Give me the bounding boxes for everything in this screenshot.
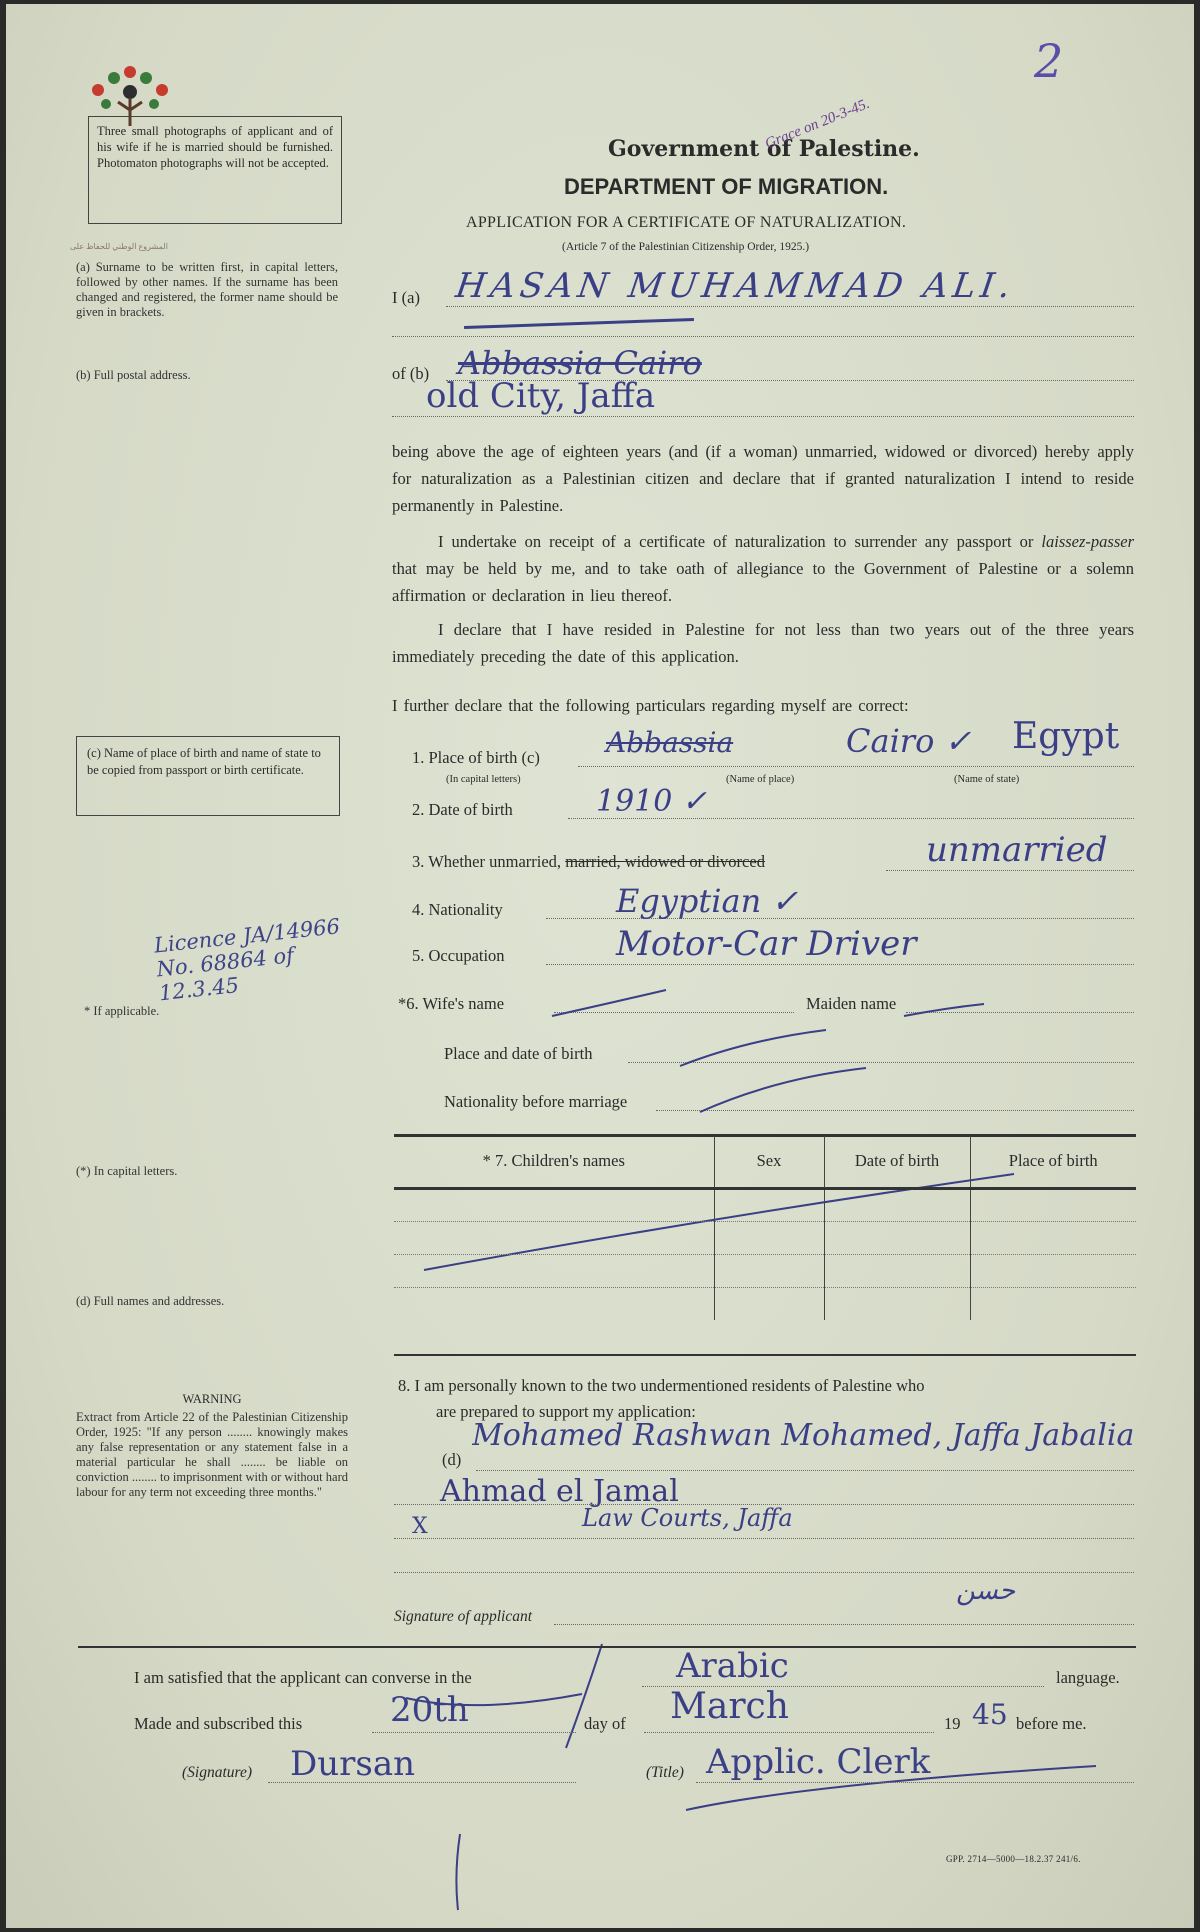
occupation-value: Motor-Car Driver (616, 924, 917, 964)
applicant-signature-label: Signature of applicant (394, 1608, 533, 1625)
title-label: (Title) (646, 1764, 684, 1781)
col-sex: Sex (714, 1136, 824, 1188)
children-table (394, 1136, 1136, 1320)
wife-pob-label: Place and date of birth (444, 1044, 593, 1063)
month-value: March (670, 1686, 789, 1727)
applicant-name: HASAN MUHAMMAD ALI. (453, 266, 1018, 306)
pob-sub-state: (Name of state) (954, 774, 1020, 785)
pob-state: Egypt (1012, 716, 1120, 757)
col-date-of-birth: Date of birth (824, 1136, 970, 1188)
references-label-b: are prepared to support my application: (436, 1402, 696, 1421)
nationality-value: Egyptian ✓ (616, 882, 799, 920)
table-row (394, 1254, 1136, 1287)
declaration-residence: I declare that I have resided in Palestine for not less than two years out of the three years immediately preceding the date of this application. (392, 620, 1134, 666)
article-reference: (Article 7 of the Palestinian Citizenship Order, 1925.) (562, 241, 810, 253)
place-of-birth-label: 1. Place of birth (c) (412, 748, 540, 767)
occupation-label: 5. Occupation (412, 946, 505, 965)
note-full-names: (d) Full names and addresses. (76, 1294, 225, 1308)
declaration-particulars: I further declare that the following particulars regarding myself are correct: (392, 696, 909, 715)
photo-instruction-text: Three small photographs of applicant and of his wife if he is married should be furnished. Photomaton photographs will not be accepted. (97, 124, 333, 170)
name-label: I (a) (392, 288, 420, 307)
wife-nationality-label: Nationality before marriage (444, 1092, 628, 1111)
col-children-names: * 7. Children's names (394, 1136, 714, 1188)
references-label-a: 8. I am personally known to the two undermentioned residents of Palestine who (398, 1376, 925, 1395)
references-d-label: (d) (442, 1450, 462, 1469)
department-heading: DEPARTMENT OF MIGRATION. (564, 174, 889, 199)
year-prefix: 19 (944, 1714, 961, 1733)
note-capital-letters: (*) In capital letters. (76, 1164, 178, 1178)
day-of-label: day of (584, 1714, 626, 1733)
note-if-applicable: * If applicable. (84, 1004, 160, 1018)
title-value: Applic. Clerk (706, 1742, 931, 1782)
day-value: 20th (390, 1690, 469, 1730)
note-place-of-birth: (c) Name of place of birth and name of state to be copied from passport or birth certificate. (87, 746, 321, 777)
dob-value: 1910 ✓ (596, 784, 708, 819)
logo-caption: المشروع الوطني للحفاظ على (70, 242, 168, 251)
printer-code: GPP. 2714—5000—18.2.37 241/6. (946, 1854, 1081, 1864)
government-heading: Government of Palestine. (608, 136, 920, 162)
pob-sub-place: (Name of place) (726, 774, 795, 785)
pob-struck: Abbassia (606, 726, 734, 759)
declaration-age: being above the age of eighteen years (and (if a woman) unmarried, widowed or divorced) hereby apply for naturalization as a Palestinian citizen and declare that if granted naturalization I intend to reside permanently in Palestine. (392, 442, 1134, 515)
marital-value: unmarried (926, 830, 1108, 870)
pob-place: Cairo ✓ (846, 722, 972, 760)
licence-note: Licence JA/14966 No. 68864 of 12.3.45 (152, 914, 342, 1006)
warning-text: Extract from Article 22 of the Palestinian Citizenship Order, 1925: "If any person ........ knowingly makes any false representation or any statement false in a material particular he shall ........ be liable on conviction ........ to imprisonment with or without hard labour for any term not exceeding three months." (76, 1410, 348, 1499)
reference-2-address: Law Courts, Jaffa (582, 1504, 793, 1532)
declaration-undertaking: I undertake on receipt of a certificate of naturalization to surrender any passport or laissez-passer that may be held by me, and to take oath of allegiance to the Government of Palestine or a solemn affirmation or declaration in lieu thereof. (392, 532, 1135, 605)
receipt-stamp: Grace on 20-3-45. (762, 95, 872, 153)
wife-name-label: *6. Wife's name (398, 994, 505, 1013)
signature-label: (Signature) (182, 1764, 253, 1781)
note-place-of-birth-box (76, 736, 340, 816)
cross-mark: X (412, 1514, 428, 1539)
photo-instruction-box (88, 116, 342, 224)
note-postal-address: (b) Full postal address. (76, 368, 191, 382)
col-place-of-birth: Place of birth (970, 1136, 1136, 1188)
year-suffix: 45 (972, 1698, 1008, 1731)
page-number: 2 (1034, 34, 1064, 88)
marital-label: 3. Whether unmarried, married, widowed or divorced (412, 852, 765, 871)
table-row (394, 1188, 1136, 1221)
children-table-header (394, 1136, 1136, 1188)
applicant-address: old City, Jaffa (426, 376, 656, 416)
before-me-label: before me. (1016, 1714, 1087, 1733)
warning-title: WARNING (182, 1392, 242, 1406)
made-subscribed-label: Made and subscribed this (134, 1714, 303, 1733)
reference-1: Mohamed Rashwan Mohamed, Jaffa Jabalia (472, 1418, 1135, 1453)
converse-label: I am satisfied that the applicant can converse in the (134, 1668, 472, 1687)
address-label: of (b) (392, 364, 430, 383)
maiden-name-label: Maiden name (806, 994, 897, 1013)
application-title: APPLICATION FOR A CERTIFICATE OF NATURALIZATION. (466, 214, 907, 231)
applicant-signature-mark: حسن (956, 1576, 1016, 1606)
language-label: language. (1056, 1668, 1120, 1687)
language-value: Arabic (676, 1646, 789, 1686)
note-surname: (a) Surname to be written first, in capital letters, followed by other names. If the surname has been changed and registered, the former name should be given in brackets. (76, 260, 338, 319)
reference-2: Ahmad el Jamal (440, 1474, 679, 1509)
signature-value: Dursan (290, 1744, 416, 1784)
address-struck: Abbassia Cairo (458, 344, 702, 382)
nationality-label: 4. Nationality (412, 900, 503, 919)
pob-sub-caps: (In capital letters) (446, 774, 521, 785)
document-page (6, 4, 1194, 1928)
dob-label: 2. Date of birth (412, 800, 513, 819)
table-row (394, 1221, 1136, 1254)
table-row (394, 1287, 1136, 1320)
